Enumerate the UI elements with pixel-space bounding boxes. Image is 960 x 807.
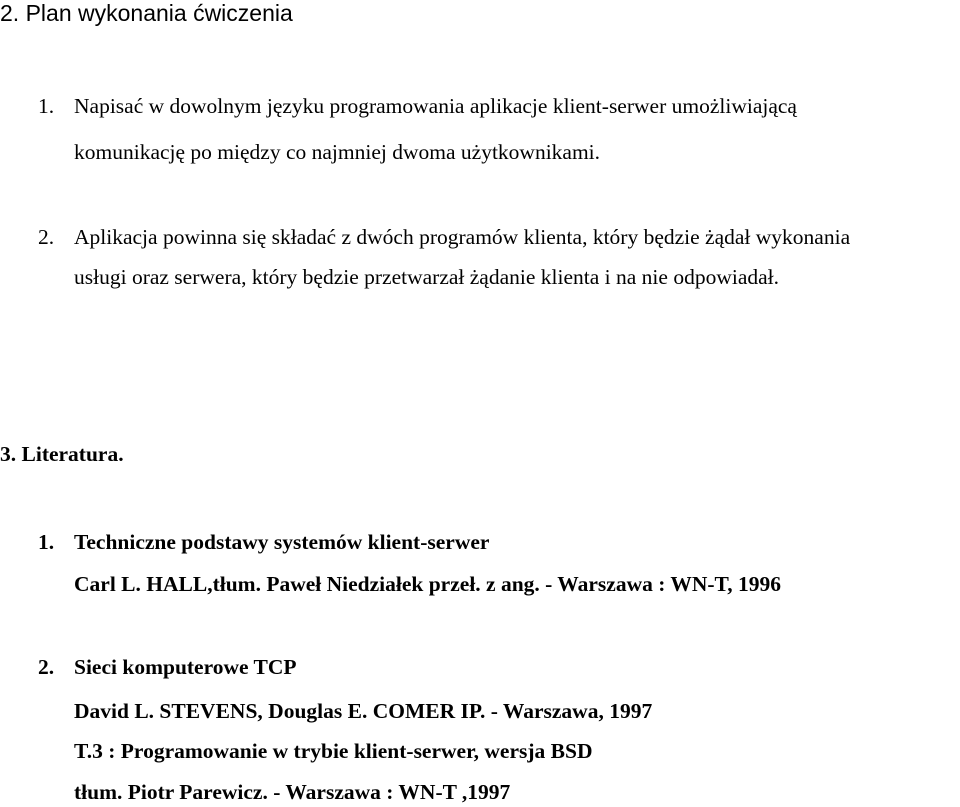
plan-item-2-number: 2.: [38, 225, 55, 249]
reference-1-details: Carl L. HALL,tłum. Paweł Niedziałek przeł. z ang. - Warszawa : WN-T, 1996: [74, 572, 782, 596]
section-heading-plan: 2. Plan wykonania ćwiczenia: [0, 0, 293, 26]
plan-item-1-line-2: komunikację po między co najmniej dwoma użytkownikami.: [74, 140, 601, 164]
reference-1-title: Techniczne podstawy systemów klient-serwer: [74, 530, 490, 554]
plan-item-1-number: 1.: [38, 94, 55, 118]
reference-1-number: 1.: [38, 530, 55, 554]
reference-2-details-1: David L. STEVENS, Douglas E. COMER IP. - Warszawa, 1997: [74, 699, 653, 723]
plan-item-2-line-1: [38, 225, 850, 250]
plan-item-2-text-1: Aplikacja powinna się składać z dwóch programów klienta, który będzie żądał wykonania: [74, 225, 851, 249]
plan-item-1-line-1: [38, 94, 797, 119]
section-heading-literatura: 3. Literatura.: [0, 442, 124, 466]
reference-2-details-3: tłum. Piotr Parewicz. - Warszawa : WN-T ,1997: [74, 780, 511, 804]
reference-1-title-line: [38, 530, 489, 555]
plan-item-2-line-2: usługi oraz serwera, który będzie przetwarzał żądanie klienta i na nie odpowiadał.: [74, 265, 780, 289]
reference-2-number: 2.: [38, 655, 55, 679]
plan-item-1-text-1: Napisać w dowolnym języku programowania aplikacje klient-serwer umożliwiającą: [74, 94, 797, 118]
reference-2-details-2: T.3 : Programowanie w trybie klient-serwer, wersja BSD: [74, 739, 593, 763]
reference-2-title: Sieci komputerowe TCP: [74, 655, 297, 679]
reference-2-title-line: [38, 655, 297, 680]
